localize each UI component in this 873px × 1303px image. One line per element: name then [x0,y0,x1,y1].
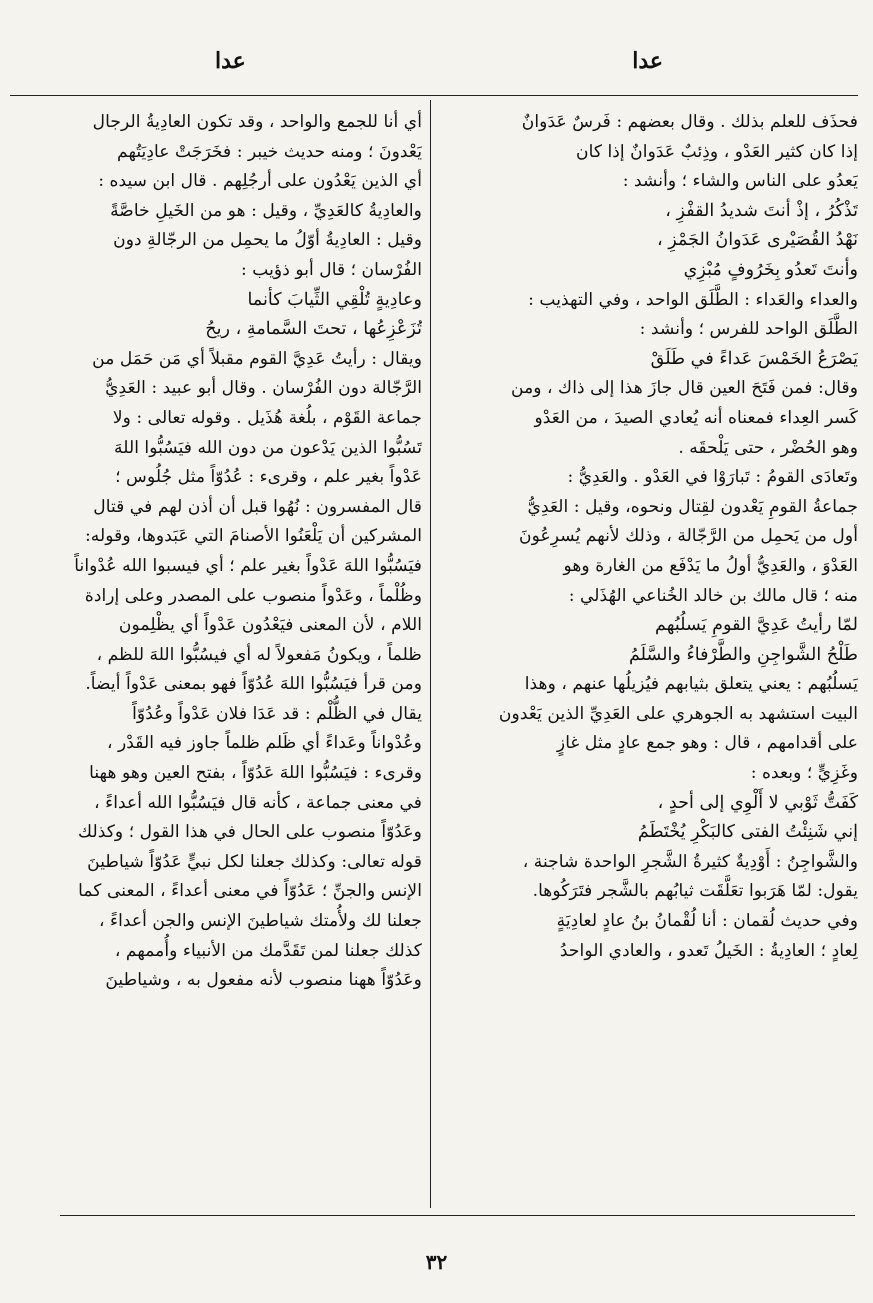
text-line: أول من يَحمِل من الرَّجّالة ، وذلك لأنهم يُسرِعُونَ [518,526,858,547]
text-line: والعداء والعَداء : الطَّلَق الواحد ، وفي التهذيب : [528,289,858,310]
top-rule [10,95,858,96]
text-line: الفُرْسان ؛ قال أبو ذؤيب : [240,259,422,280]
verse-line: تُزَعْزِعُها ، تحتَ السَّمامةِ ، ريحُ [205,319,422,340]
text-line: وعُدْواناً وعَداءً أي ظَلم ظلماً جاوز فيه القَدْر ، [106,733,422,754]
verse-line: لمّا رأيتُ عَدِيَّ القومِ يَسلُبُهم [655,615,858,636]
verse-line: وعادِيةٍ تُلْقِي الثِّيابَ كأنما [247,289,422,310]
text-line: منه ؛ قال مالك بن خالد الخُناعي الهُذَلي : [568,585,858,606]
text-line: جماعة القَوْم ، بلُغة هُذَيل . وقوله تعالى : ولا [112,407,422,428]
text-line: إذا كان كثير العَدْو ، وذِئبٌ عَدَوانٌ إذا كان [576,141,858,162]
text-line: جماعةُ القومِ يَعْدون لقِتال ونحوه، وقيل : العَدِيُّ [527,496,858,517]
column-divider [430,100,431,1208]
text-line: تَسُبُّوا الذين يَدْعون من دون الله فيَسُبُّوا اللهَ [114,437,422,458]
text-line: على أقدامهم ، قال : وهو جمع عادٍ مثل غازٍ [556,733,858,754]
text-line: أي أنا للجمع والواحد ، وقد تكون العادِيةُ الرجال [92,112,422,132]
verse-line: طَلْحُ الشَّواجِنِ والطَّرْفاءُ والسَّلَمُ [628,644,858,665]
bottom-rule [60,1215,855,1216]
text-line: المشركين أن يَلْعَنُوا الأصنامَ التي عَبَدوها، وقوله: [84,526,422,547]
left-column [18,108,422,1208]
text-line: وقرىء : فيَسُبُّوا اللهَ عَدُوّاً ، بفتح العين وهو ههنا [89,763,422,784]
text-line: وغَزِيٍّ ؛ وبعده : [750,763,858,784]
verse-line: تَذْكُرُ ، إذْ أنتَ شديدُ القفْزِ ، [665,200,858,221]
text-line: وفي حديث لُقمان : أنا لُقْمانُ بنُ عادٍ لعادِيَةٍ [556,911,858,932]
text-line: اللام ، لأن المعنى فيَعْدُون عَدْواً أي يظْلِمون [118,615,422,636]
text-line: فحذَف للعلم بذلك . وقال بعضهم : فَرسٌ عَدَوانٌ [521,112,858,132]
verse-line: نَهْدُ القُصَيْرى عَدَوانُ الجَمْزِ ، [656,230,858,251]
text-line: العَدْوَ ، والعَدِيُّ أولُ ما يَدْفَع من الغارة وهو [563,555,858,576]
header-word-left: عدا [215,48,246,74]
text-line: وعَدُوّاً منصوب على الحال في هذا القول ؛ وكذلك [78,822,422,843]
text-line: يقول: لمّا هَرَبوا تعَلَّقَت ثيابُهم بالشَّجر فتَرَكُوها. [532,881,858,902]
verse-line: إني شَنِئْتُ الفتى كالبَكْرِ يُخْتَطَمُ [637,822,858,843]
text-line: قال المفسرون : نُهُوا قبل أن أذن لهم في قتال [93,496,422,517]
text-line: وقال: فمن فَتَحَ العين قال جازَ هذا إلى ذاك ، ومن [510,378,858,399]
text-line: الرَّجّالة دون الفُرْسان . وقال أبو عبيد : العَدِيُّ [105,378,422,399]
text-line: يَعدُو على الناس والشاء ؛ وأنشد : [622,171,858,192]
text-line: وتَعادَى القومُ : تَبارَوْا في العَدْو . والعَدِيُّ : [567,467,858,488]
text-line: الإنس والجنِّ ؛ عَدُوّاً في معنى أعداءً ، المعنى كما [78,881,422,902]
text-line: ويقال : رأيتُ عَدِيَّ القوم مقبلاً أي مَن حَمَل من [92,348,422,369]
text-line: البيت استشهد به الجوهري على العَدِيِّ الذين يَعْدون [498,703,858,724]
text-line: في معنى جماعة ، كأنه قال فيَسُبُّوا الله أعداءً ، [94,792,422,813]
text-line: عَدْواً بغير علم ، وقرىء : عُدُوّاً مثل جُلُوس ؛ [115,467,422,488]
text-line: ظلماً ، ويكونُ مَفعولاً له أي فيسُبُّوا اللهَ للظم ، [96,644,422,665]
text-line: كذلك جعلنا لمن تَقَدَّمك من الأنبياء وأُممهم ، [114,940,422,961]
verse-line: وأنتَ تَعدُو بِخَرُوفٍ مُبْزِي [683,259,858,280]
text-line: أي الذين يَعْدُون على أرجُلِهم . قال ابن سيده : [98,171,422,192]
text-line: يَعْدونَ ؛ ومنه حديث خيبر : فخَرَجَتْ عادِيَتُهم [117,141,422,162]
text-line: الطَّلَق الواحد للفرس ؛ وأنشد : [639,319,858,340]
verse-line: كَفَتُّ ثَوْبي لا أَلْوِي إلى أحدٍ ، [657,792,858,813]
right-column [440,108,858,1208]
text-line: قوله تعالى: وكذلك جعلنا لكل نبيٍّ عَدُوّاً شياطينَ [87,851,422,872]
header-word-right: عدا [632,48,663,74]
text-line: كَسر العِداء فمعناه أنه يُعادي الصيدَ ، من العَدْو [534,407,858,428]
text-line: والشَّواجِنُ : أَوْدِيةٌ كثيرةُ الشَّجرِ الواحدة شاجنة ، [522,851,858,872]
text-line: ومن قرأ فيَسُبُّوا اللهَ عُدُوّاً فهو بمعنى عَدْواً أيضاً. [85,674,422,695]
text-line: والعادِيةُ كالعَدِيِّ ، وقيل : هو من الخَيلِ خاصَّةً [110,200,422,221]
text-line: وقيل : العادِيةُ أوّلُ ما يحمِل من الرجّالةِ دون [113,230,422,251]
verse-line: يَصْرَعُ الخَمْسَ عَداءً في طَلَقْ [650,348,858,369]
text-line: وظُلْماً ، وعَدْواً منصوب على المصدر وعلى إرادة [84,585,422,606]
text-line: وعَدُوّاً ههنا منصوب لأنه مفعول به ، وشياطينَ [105,970,422,991]
page-number: ٣٢ [425,1250,448,1274]
text-line: جعلنا لك ولأُمتك شياطينَ الإنس والجن أعداءً ، [99,911,422,932]
text-line: وهو الحُضْر ، حتى يَلْحقَه . [678,437,858,458]
text-line: يَسلُبُهم : يعني يتعلق بثيابهم فيُزيلُها عنهم ، وهذا [524,674,858,695]
text-line: لِعادٍ ؛ العادِيةُ : الخَيلُ تَعدو ، والعادي الواحدُ [559,940,858,961]
text-line: فيَسُبُّوا اللهَ عَدْواً بغير علم ؛ أي فيسبوا الله عُدْواناً [74,555,422,576]
text-line: يقال في الظُّلْم : قد عَدَا فلان عَدْواً وعُدُوّاً [132,703,422,724]
